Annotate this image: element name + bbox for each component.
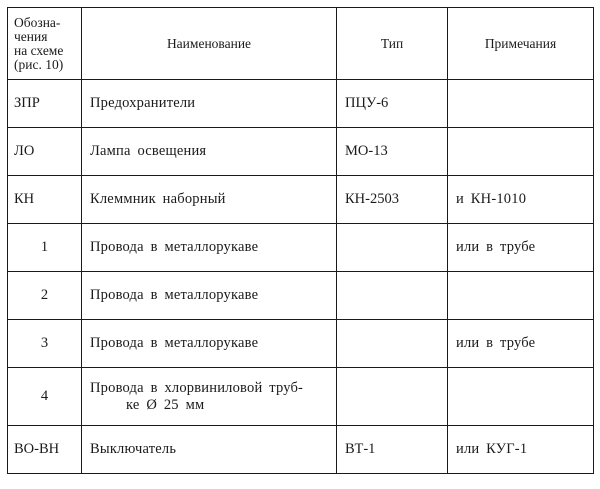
cell-type: МО-13: [337, 128, 448, 176]
cell-designation: 2: [8, 272, 82, 320]
header-notes: Примечания: [448, 8, 594, 80]
cell-note: и КН-1010: [448, 176, 594, 224]
cell-name: Лампа освещения: [82, 128, 337, 176]
header-designation-line: Обозна-: [14, 14, 61, 30]
cell-type: [337, 320, 448, 368]
cell-note: или КУГ-1: [448, 426, 594, 474]
cell-note: [448, 272, 594, 320]
table-row: [8, 224, 594, 272]
cell-type: ПЦУ-6: [337, 80, 448, 128]
table-row: [8, 128, 594, 176]
cell-name-line: Провода в хлорвиниловой труб-: [90, 379, 304, 396]
cell-designation: ЗПР: [8, 80, 82, 128]
cell-name-line: ке Ø 25 мм: [126, 396, 205, 413]
header-name: Наименование: [82, 8, 337, 80]
cell-type: [337, 272, 448, 320]
table-row: [8, 80, 594, 128]
cell-type: КН-2503: [337, 176, 448, 224]
table-row: [8, 426, 594, 474]
cell-designation: КН: [8, 176, 82, 224]
table-row: [8, 368, 594, 426]
table-row: [8, 176, 594, 224]
cell-designation: 4: [8, 368, 82, 426]
header-designation: [8, 8, 82, 80]
cell-designation: ВО-ВН: [8, 426, 82, 474]
cell-type: ВТ-1: [337, 426, 448, 474]
cell-name: Выключатель: [82, 426, 337, 474]
cell-note: [448, 368, 594, 426]
cell-name: Клеммник наборный: [82, 176, 337, 224]
header-designation-line: чения: [14, 28, 48, 44]
cell-designation: 1: [8, 224, 82, 272]
header-type: Тип: [337, 8, 448, 80]
table-row: [8, 320, 594, 368]
cell-designation: ЛО: [8, 128, 82, 176]
cell-note: или в трубе: [448, 320, 594, 368]
header-designation-line: на схеме: [14, 42, 64, 58]
cell-name: Провода в металлорукаве: [82, 320, 337, 368]
cell-name: [82, 368, 337, 426]
cell-type: [337, 368, 448, 426]
header-row: [8, 8, 594, 80]
components-table: [7, 7, 594, 474]
header-designation-line: (рис. 10): [14, 56, 64, 72]
cell-note: или в трубе: [448, 224, 594, 272]
cell-type: [337, 224, 448, 272]
cell-name: Провода в металлорукаве: [82, 272, 337, 320]
table-row: [8, 272, 594, 320]
cell-note: [448, 80, 594, 128]
cell-name: Предохранители: [82, 80, 337, 128]
cell-designation: 3: [8, 320, 82, 368]
cell-note: [448, 128, 594, 176]
cell-name: Провода в металлорукаве: [82, 224, 337, 272]
